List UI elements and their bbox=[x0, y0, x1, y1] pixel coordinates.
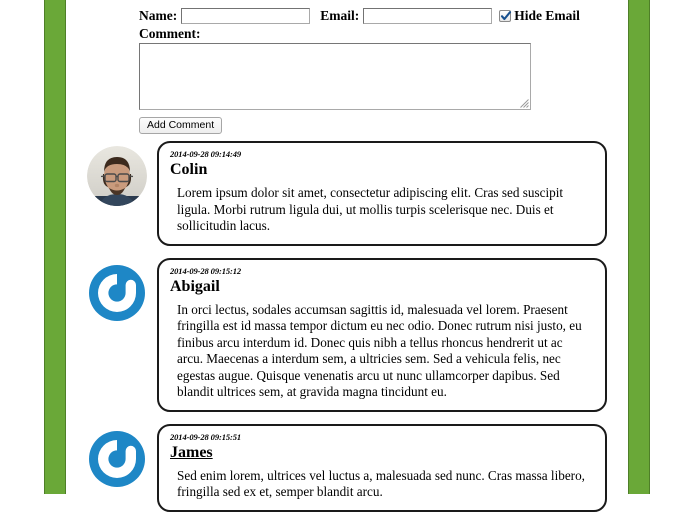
comment-author-row bbox=[170, 443, 594, 462]
gravatar-logo-icon bbox=[87, 429, 147, 489]
comment-list bbox=[0, 141, 695, 524]
form-row-identity bbox=[139, 6, 580, 25]
comment-box bbox=[157, 141, 607, 246]
comment-author-link[interactable]: James bbox=[170, 443, 213, 461]
comment-item bbox=[0, 141, 695, 246]
avatar bbox=[87, 146, 147, 206]
comment-body: In orci lectus, sodales accumsan sagittis id, malesuada vel lorem. Praesent fringilla est id massa tempor dictum eu nec odio. Donec rutrum nisi justo, eu finibus arcu interdum id. Donec quis nibh a tellus rhoncus hendrerit ut ac arcu. Maecenas a interdum sem, a ultricies sem. Sed a vehicula felis, nec egestas augue. Quisque venenatis arcu ut nunc ullamcorper dapibus. Sed blandit ultrices sem, at gravida magna tincidunt eu. bbox=[177, 301, 582, 399]
checkmark-icon bbox=[500, 10, 512, 22]
comment-body: Lorem ipsum dolor sit amet, consectetur adipiscing elit. Cras sed suscipit ligula. Morbi rutrum ligula dui, ut mollis turpis scelerisque nec. Duis et sollicitudin lacus. bbox=[177, 185, 564, 233]
comment-author-row bbox=[170, 277, 594, 296]
comment-textarea-wrap bbox=[139, 43, 531, 110]
hide-email-label: Hide Email bbox=[514, 8, 580, 23]
comment-author-row bbox=[170, 160, 594, 179]
name-label: Name: bbox=[139, 8, 178, 23]
comment-author: Colin bbox=[170, 161, 208, 178]
avatar bbox=[87, 429, 147, 489]
comment-label: Comment: bbox=[139, 26, 201, 41]
comment-timestamp: 2014-09-28 09:14:49 bbox=[170, 149, 242, 159]
add-comment-button[interactable]: Add Comment bbox=[139, 117, 222, 134]
comment-author: Abigail bbox=[170, 277, 220, 295]
avatar bbox=[87, 263, 147, 323]
comment-item bbox=[0, 258, 695, 412]
hide-email-checkbox[interactable] bbox=[499, 10, 511, 22]
name-input[interactable] bbox=[181, 8, 310, 24]
comment-box bbox=[157, 258, 607, 412]
comment-form bbox=[139, 6, 580, 134]
comment-item bbox=[0, 424, 695, 512]
email-input[interactable] bbox=[363, 8, 492, 24]
comment-box bbox=[157, 424, 607, 512]
user-photo-avatar bbox=[87, 146, 147, 206]
comment-timestamp: 2014-09-28 09:15:51 bbox=[170, 431, 242, 442]
email-label: Email: bbox=[320, 8, 360, 23]
comment-timestamp: 2014-09-28 09:15:12 bbox=[170, 265, 242, 276]
gravatar-logo-icon bbox=[87, 263, 147, 323]
hide-email-control[interactable] bbox=[499, 8, 580, 23]
comment-body: Sed enim lorem, ultrices vel luctus a, malesuada sed nunc. Cras massa libero, fringilla sed ex et, semper blandit arcu. bbox=[177, 467, 585, 499]
comment-textarea[interactable] bbox=[139, 43, 531, 110]
